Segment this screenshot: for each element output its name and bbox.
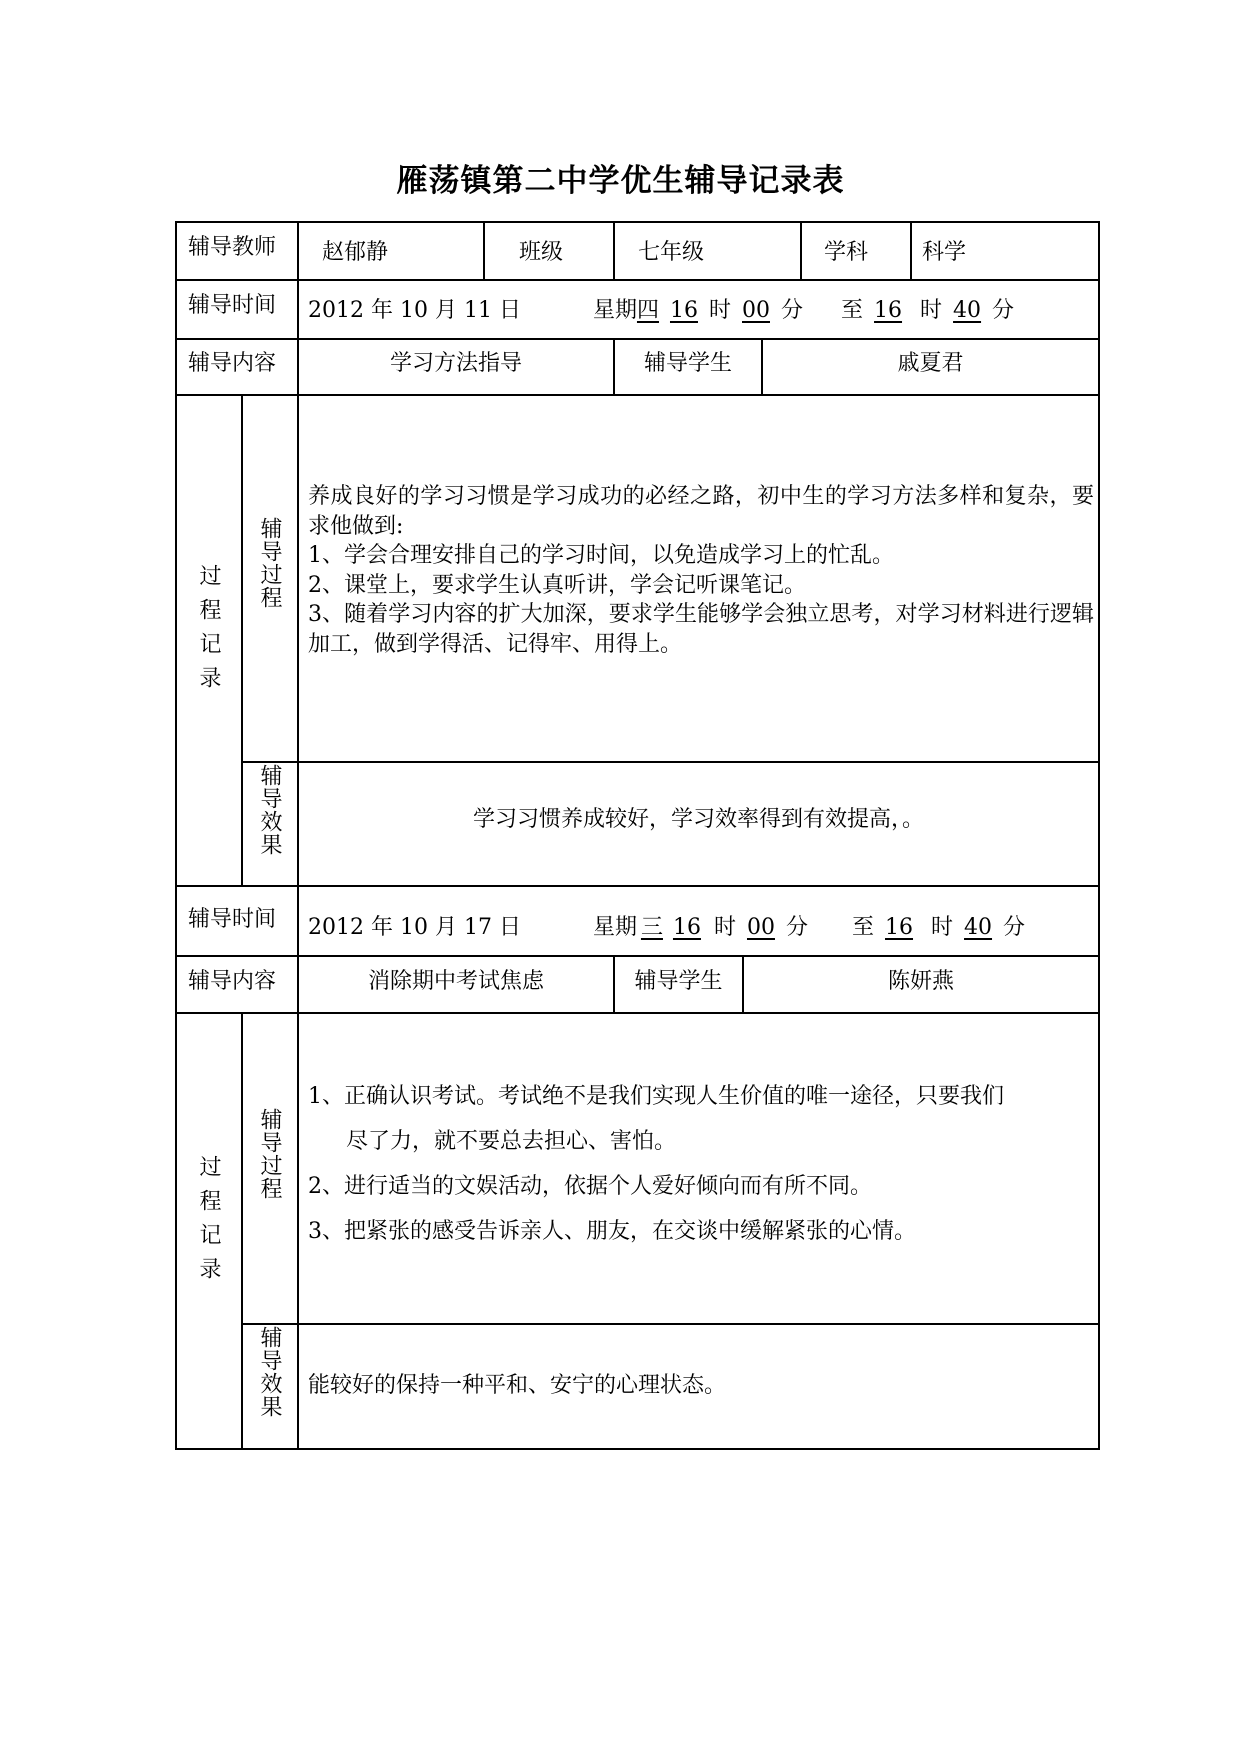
student-label: 辅导学生 xyxy=(634,969,723,994)
minute-unit: 分 xyxy=(785,915,808,940)
process-line: 2、进行适当的文娱活动，依据个人爱好倾向而有所不同。 xyxy=(308,1174,872,1199)
process-line: 2、课堂上，要求学生认真听讲，学会记听课笔记。 xyxy=(308,572,806,598)
subject-label: 学科 xyxy=(824,240,869,265)
process-section-label: 过程记录 xyxy=(196,1155,221,1291)
content-label: 辅导内容 xyxy=(188,969,277,994)
form-title: 雁荡镇第二中学优生辅导记录表 xyxy=(396,163,845,199)
process-label: 辅导过程 xyxy=(257,1108,282,1200)
process-line: 3、把紧张的感受告诉亲人、朋友，在交谈中缓解紧张的心情。 xyxy=(308,1219,916,1244)
weekday-value: 三 xyxy=(640,915,663,940)
hour-unit: 时 xyxy=(708,298,731,323)
end-minute: 40 xyxy=(953,298,982,323)
student-label: 辅导学生 xyxy=(643,351,732,376)
process-line: 1、正确认识考试。考试绝不是我们实现人生价值的唯一途径，只要我们 xyxy=(308,1084,1004,1109)
minute-unit: 分 xyxy=(781,298,804,323)
process-line: 尽了力，就不要总去担心、害怕。 xyxy=(346,1129,677,1154)
class-value: 七年级 xyxy=(638,240,705,265)
start-minute: 00 xyxy=(746,915,775,940)
content-value: 学习方法指导 xyxy=(389,351,522,376)
weekday-value: 四 xyxy=(636,298,659,323)
process-text xyxy=(308,1082,1094,1262)
date-value: 2012 年 10 月 11 日 xyxy=(308,298,521,323)
teacher-value: 赵郁静 xyxy=(322,240,389,265)
process-text xyxy=(308,482,1094,659)
student-value: 戚夏君 xyxy=(897,351,964,376)
hour-unit: 时 xyxy=(713,915,736,940)
time-line xyxy=(308,297,1014,325)
class-label: 班级 xyxy=(519,240,564,265)
start-minute: 00 xyxy=(742,298,770,323)
end-hour: 16 xyxy=(874,298,903,323)
process-section-label: 过程记录 xyxy=(196,564,221,700)
to-label: 至 xyxy=(841,298,864,323)
date-value: 2012 年 10 月 17 日 xyxy=(308,915,521,940)
hour-unit: 时 xyxy=(931,915,954,940)
process-line: 1、学会合理安排自己的学习时间，以免造成学习上的忙乱。 xyxy=(308,543,894,568)
teacher-label: 辅导教师 xyxy=(188,235,277,260)
process-label: 辅导过程 xyxy=(257,517,282,609)
subject-value: 科学 xyxy=(922,240,967,265)
to-label: 至 xyxy=(852,915,875,940)
content-label: 辅导内容 xyxy=(188,351,277,376)
minute-unit: 分 xyxy=(1003,915,1026,940)
time-label: 辅导时间 xyxy=(188,907,277,932)
content-value: 消除期中考试焦虑 xyxy=(367,969,544,994)
end-hour: 16 xyxy=(885,915,914,940)
process-line: 3、随着学习内容的扩大加深，要求学生能够学会独立思考，对学习材料进行逻辑加工，做到学得活、记得牢、用得上。 xyxy=(308,602,1094,657)
effect-label: 辅导效果 xyxy=(257,1326,282,1418)
student-value: 陈妍燕 xyxy=(887,969,954,994)
hour-unit: 时 xyxy=(920,298,943,323)
time-line xyxy=(308,914,1025,942)
weekday-label: 星期 xyxy=(592,915,637,940)
start-hour: 16 xyxy=(669,298,698,323)
effect-label: 辅导效果 xyxy=(257,764,282,856)
process-line: 养成良好的学习习惯是学习成功的必经之路，初中生的学习方法多样和复杂，要求他做到: xyxy=(308,484,1094,539)
weekday-label: 星期 xyxy=(592,298,637,323)
time-label: 辅导时间 xyxy=(188,293,277,318)
end-minute: 40 xyxy=(964,915,993,940)
effect-value: 能较好的保持一种平和、安宁的心理状态。 xyxy=(308,1373,727,1398)
start-hour: 16 xyxy=(672,915,701,940)
effect-value: 学习习惯养成较好，学习效率得到有效提高，。 xyxy=(472,807,924,832)
minute-unit: 分 xyxy=(992,298,1015,323)
